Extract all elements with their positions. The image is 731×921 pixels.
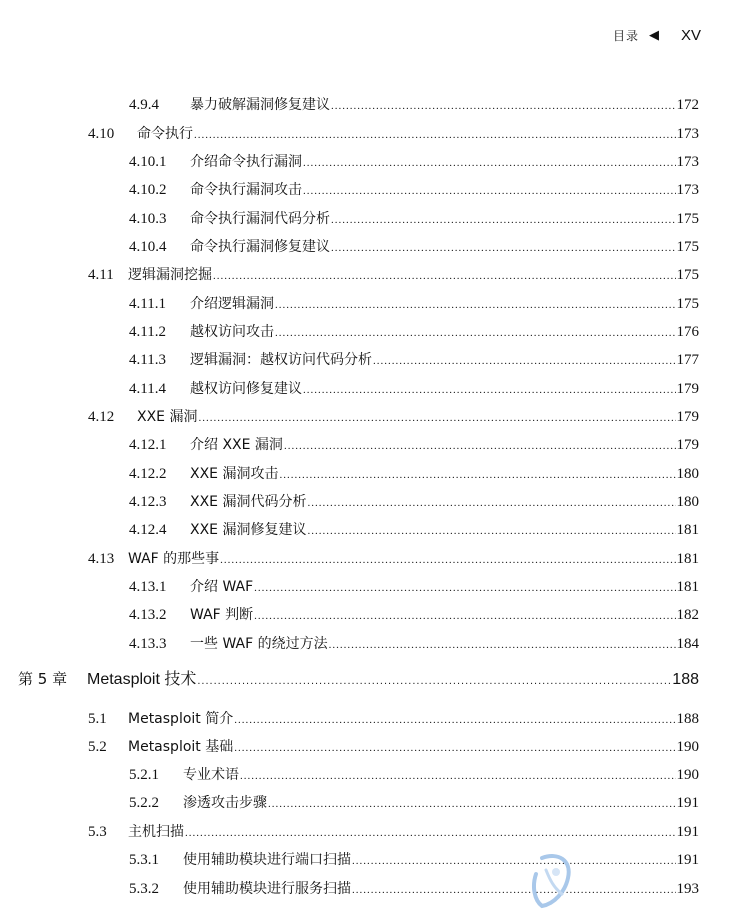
toc-entry-page: 190 [676, 767, 699, 783]
toc-entry[interactable] [88, 548, 699, 568]
toc-entry[interactable] [88, 736, 699, 756]
toc-entry-title: XXE 漏洞修复建议 [190, 522, 307, 538]
toc-entry-number: 4.12.2 [129, 466, 167, 482]
toc-entry-number: 4.10 [88, 126, 115, 142]
toc-entry-page: 190 [676, 739, 699, 755]
toc-entry-title: 命令执行 [137, 126, 193, 142]
toc-entry-page: 176 [676, 324, 699, 340]
toc-entry-number: 5.1 [88, 711, 107, 727]
toc-leader-dots [303, 185, 676, 197]
toc-leader-dots [307, 525, 675, 537]
toc-entry-title: 专业术语 [183, 767, 239, 783]
toc-entry-title: 介绍逻辑漏洞 [190, 296, 274, 312]
toc-entry-number: 4.10.1 [129, 154, 167, 170]
toc-entry-page: 175 [676, 267, 699, 283]
toc-entry-page: 181 [676, 522, 699, 538]
toc-entry[interactable] [129, 604, 699, 624]
toc-entry-title: WAF 判断 [190, 607, 254, 623]
toc-entry-title: 主机扫描 [128, 824, 184, 840]
toc-leader-dots [197, 675, 671, 687]
toc-leader-dots [254, 610, 675, 622]
toc-entry-title: 逻辑漏洞挖掘 [128, 267, 212, 283]
toc-leader-dots [213, 270, 676, 282]
toc-entry[interactable] [129, 792, 699, 812]
toc-entry-page: 179 [676, 381, 699, 397]
toc-leader-dots [185, 827, 676, 839]
toc-entry-title: XXE 漏洞 [137, 409, 198, 425]
toc-entry[interactable] [129, 208, 699, 228]
toc-entry-number: 5.3.2 [129, 881, 159, 897]
toc-leader-dots [220, 554, 675, 566]
toc-leader-dots [307, 497, 675, 509]
toc-entry-number: 4.11.3 [129, 352, 166, 368]
toc-entry-page: 181 [676, 579, 699, 595]
toc-entry-page: 175 [676, 239, 699, 255]
toc-entry[interactable] [88, 406, 699, 426]
toc-entry-page: 182 [676, 607, 699, 623]
toc-leader-dots [275, 299, 676, 311]
toc-leader-dots [303, 384, 676, 396]
toc-chapter-page: 188 [672, 671, 699, 688]
toc-entry-title: 使用辅助模块进行端口扫描 [183, 852, 351, 868]
toc-entry[interactable] [129, 236, 699, 256]
header-page-number: XV [680, 27, 701, 44]
toc-chapter-number: 第 5 章 [18, 670, 68, 688]
toc-entry-number: 4.13.1 [129, 579, 167, 595]
toc-entry-page: 179 [676, 437, 699, 453]
toc-entry-number: 5.2.1 [129, 767, 159, 783]
toc-leader-dots [198, 412, 675, 424]
toc-entry-title: 介绍 XXE 漏洞 [190, 437, 283, 453]
toc-chapter-title: Metasploit 技术 [87, 671, 197, 688]
toc-leader-dots [373, 355, 676, 367]
toc-leader-dots [275, 327, 676, 339]
toc-entry-page: 173 [676, 154, 699, 170]
toc-leader-dots [331, 214, 676, 226]
toc-entry[interactable] [88, 821, 699, 841]
toc-leader-dots [331, 100, 676, 112]
toc-entry-title: XXE 漏洞攻击 [190, 466, 279, 482]
toc-entry[interactable] [129, 764, 699, 784]
toc-entry-title: 越权访问攻击 [190, 324, 274, 340]
toc-entry-number: 4.12.4 [129, 522, 167, 538]
toc-entry-title: Metasploit 简介 [128, 711, 234, 727]
toc-entry[interactable] [129, 849, 699, 869]
toc-entry-page: 191 [676, 795, 699, 811]
toc-entry-title: 渗透攻击步骤 [183, 795, 267, 811]
toc-leader-dots [352, 884, 676, 896]
toc-entry-number: 4.13.3 [129, 636, 167, 652]
toc-entry[interactable] [129, 94, 699, 114]
toc-entry-page: 193 [676, 881, 699, 897]
toc-entry[interactable] [129, 179, 699, 199]
toc-entry-title: 命令执行漏洞修复建议 [190, 239, 330, 255]
running-header [613, 27, 701, 44]
toc-entry-number: 4.11.1 [129, 296, 166, 312]
toc-entry-title: 介绍命令执行漏洞 [190, 154, 302, 170]
toc-entry-page: 191 [676, 852, 699, 868]
toc-entry-page: 175 [676, 296, 699, 312]
toc-entry-number: 5.3.1 [129, 852, 159, 868]
toc-entry-title: 命令执行漏洞代码分析 [190, 211, 330, 227]
toc-entry-number: 4.12 [88, 409, 115, 425]
toc-entry-page: 180 [676, 466, 699, 482]
toc-entry-number: 4.10.2 [129, 182, 167, 198]
toc-entry-number: 4.11 [88, 267, 114, 283]
toc-entry-title: 暴力破解漏洞修复建议 [190, 97, 330, 113]
toc-entry-number: 4.11.2 [129, 324, 166, 340]
toc-entry-page: 179 [676, 409, 699, 425]
toc-entry-page: 180 [676, 494, 699, 510]
toc-entry[interactable] [129, 378, 699, 398]
toc-entry-number: 4.13 [88, 551, 115, 567]
toc-entry-title: 介绍 WAF [190, 579, 254, 595]
toc-entry-title: 逻辑漏洞：越权访问代码分析 [190, 352, 372, 368]
toc-leader-dots [234, 714, 675, 726]
toc-entry[interactable] [129, 878, 699, 898]
toc-entry-page: 177 [676, 352, 699, 368]
toc-entry-number: 5.2 [88, 739, 107, 755]
toc-entry-page: 172 [676, 97, 699, 113]
toc-entry-number: 5.2.2 [129, 795, 159, 811]
toc-entry-title: WAF 的那些事 [128, 551, 220, 567]
toc-leader-dots [279, 469, 675, 481]
toc-entry-number: 4.12.3 [129, 494, 167, 510]
toc-entry-number: 4.10.4 [129, 239, 167, 255]
toc-entry-title: 越权访问修复建议 [190, 381, 302, 397]
toc-entry[interactable] [129, 434, 699, 454]
toc-leader-dots [352, 855, 676, 867]
toc-entry-number: 5.3 [88, 824, 107, 840]
toc-entry[interactable] [88, 123, 699, 143]
toc-entry-page: 173 [676, 126, 699, 142]
toc-entry-number: 4.12.1 [129, 437, 167, 453]
toc-entry-number: 4.9.4 [129, 97, 159, 113]
toc-entry-page: 181 [676, 551, 699, 567]
toc-leader-dots [240, 770, 676, 782]
toc-leader-dots [268, 798, 676, 810]
toc-entry-page: 188 [676, 711, 699, 727]
toc-leader-dots [303, 157, 676, 169]
toc-entry-page: 173 [676, 182, 699, 198]
toc-leader-dots [194, 129, 676, 141]
watermark-logo-icon [528, 850, 578, 910]
toc-entry[interactable] [129, 463, 699, 483]
toc-chapter-entry[interactable] [18, 666, 699, 686]
header-section-label: 目录 [612, 29, 639, 43]
toc-entry[interactable] [88, 264, 699, 284]
toc-entry[interactable] [129, 349, 699, 369]
left-triangle-icon: ◀ [648, 28, 659, 43]
toc-entry[interactable] [129, 519, 699, 539]
toc-entry[interactable] [129, 151, 699, 171]
toc-entry-number: 4.10.3 [129, 211, 167, 227]
toc-entry-title: 命令执行漏洞攻击 [190, 182, 302, 198]
toc-entry[interactable] [129, 576, 699, 596]
toc-entry-number: 4.11.4 [129, 381, 166, 397]
toc-leader-dots [329, 639, 676, 651]
toc-entry-title: XXE 漏洞代码分析 [190, 494, 307, 510]
toc-leader-dots [331, 242, 676, 254]
toc-entry-title: 使用辅助模块进行服务扫描 [183, 881, 351, 897]
toc-entry[interactable] [129, 293, 699, 313]
toc-entry[interactable] [129, 321, 699, 341]
toc-leader-dots [234, 742, 675, 754]
toc-entry-page: 191 [676, 824, 699, 840]
toc-entry[interactable] [129, 491, 699, 511]
toc-entry-page: 175 [676, 211, 699, 227]
toc-entry-title: 一些 WAF 的绕过方法 [190, 636, 328, 652]
toc-entry-number: 4.13.2 [129, 607, 167, 623]
toc-entry[interactable] [129, 633, 699, 653]
toc-leader-dots [284, 440, 676, 452]
toc-entry[interactable] [88, 708, 699, 728]
toc-entry-title: Metasploit 基础 [128, 739, 234, 755]
toc-entry-page: 184 [676, 636, 699, 652]
toc-leader-dots [254, 582, 675, 594]
